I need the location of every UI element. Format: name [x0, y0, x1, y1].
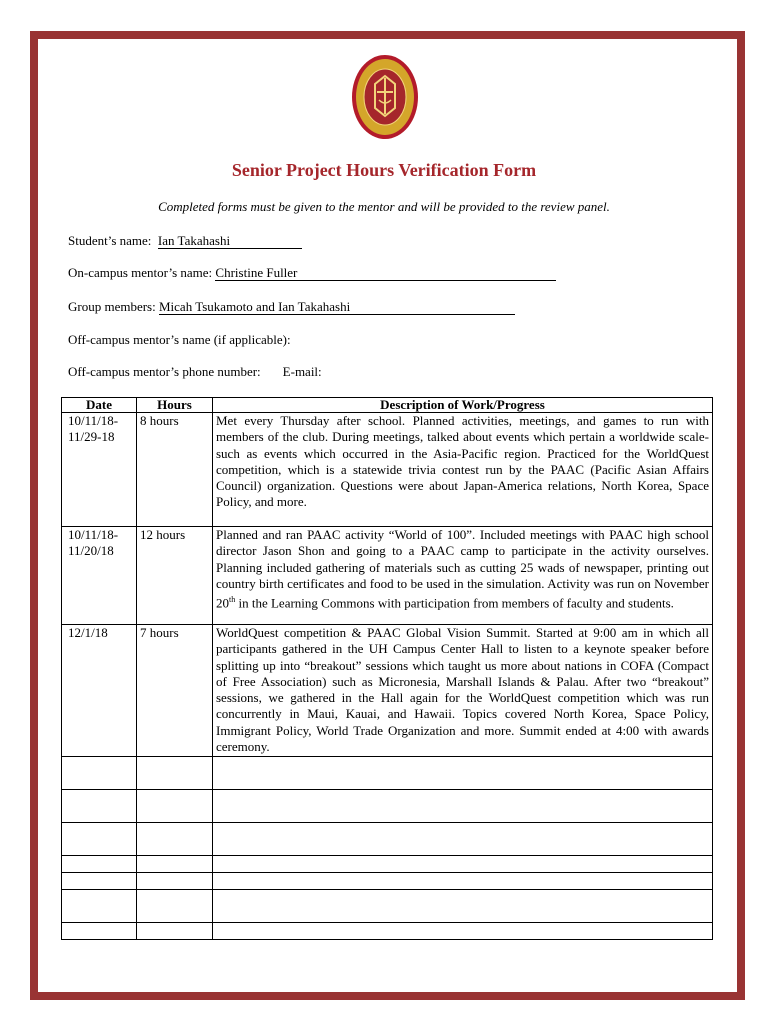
empty-description-cell[interactable] [213, 890, 713, 923]
form-title: Senior Project Hours Verification Form [231, 160, 537, 180]
empty-description-cell[interactable] [213, 790, 713, 823]
empty-table-row [62, 790, 713, 823]
hours-cell[interactable]: 7 hours [137, 625, 213, 757]
empty-date-cell[interactable] [62, 856, 137, 873]
student-name-label: Student’s name: [68, 233, 152, 248]
empty-hours-cell[interactable] [137, 873, 213, 890]
hours-column-header: Hours [137, 398, 213, 413]
empty-description-cell[interactable] [213, 757, 713, 790]
empty-table-row [62, 923, 713, 940]
student-name-field [68, 233, 302, 249]
offcampus-mentor-name-field[interactable] [68, 332, 291, 348]
ordinal-suffix: th [229, 595, 236, 605]
table-row [62, 413, 713, 527]
description-cell[interactable]: Met every Thursday after school. Planned activities, meetings, and games to run with members of the club. During meetings, talked about events which pertain a worldwide scale- such as events which occurred in the Asia-Pacific region. Practiced for the WorldQuest competition, which is a statewide trivia contest run by the PAAC (Pacific Asian Affairs Council) organization. Questions were about Japan-America relations, North Korea, Space Policy, and more. [213, 413, 713, 527]
offcampus-contact-field [68, 364, 322, 380]
hours-cell[interactable]: 8 hours [137, 413, 213, 527]
table-header-row [62, 398, 713, 413]
empty-table-row [62, 856, 713, 873]
empty-hours-cell[interactable] [137, 923, 213, 940]
date-column-header: Date [62, 398, 137, 413]
empty-description-cell[interactable] [213, 823, 713, 856]
description-column-header: Description of Work/Progress [213, 398, 713, 413]
hours-log-table [61, 397, 713, 940]
description-text: Planned and ran PAAC activity “World of 100”. Included meetings with PAAC high school director Jason Shon and going to a PAAC camp to participate in the activity ourselves. Planning included gathering of materials such as cutting 25 wads of newspaper, printing out country birth certificates and food to be used in the simulation. Activity was run on November 20 [216, 527, 709, 611]
empty-date-cell[interactable] [62, 757, 137, 790]
table-row [62, 527, 713, 625]
student-name-value[interactable]: Ian Takahashi [158, 234, 302, 249]
empty-description-cell[interactable] [213, 873, 713, 890]
empty-hours-cell[interactable] [137, 757, 213, 790]
group-members-value[interactable]: Micah Tsukamoto and Ian Takahashi [159, 300, 515, 315]
hours-cell[interactable]: 12 hours [137, 527, 213, 625]
form-subtitle: Completed forms must be given to the mentor and will be provided to the review panel. [158, 199, 610, 214]
empty-date-cell[interactable] [62, 790, 137, 823]
email-label[interactable]: E-mail: [282, 364, 322, 379]
empty-date-cell[interactable] [62, 873, 137, 890]
empty-hours-cell[interactable] [137, 790, 213, 823]
offcampus-phone-label[interactable]: Off-campus mentor’s phone number: [68, 364, 261, 379]
empty-table-row [62, 823, 713, 856]
empty-description-cell[interactable] [213, 923, 713, 940]
empty-date-cell[interactable] [62, 823, 137, 856]
empty-hours-cell[interactable] [137, 856, 213, 873]
mentor-name-value[interactable]: Christine Fuller [215, 266, 556, 281]
empty-date-cell[interactable] [62, 923, 137, 940]
empty-hours-cell[interactable] [137, 890, 213, 923]
date-cell[interactable]: 10/11/18-11/20/18 [62, 527, 137, 625]
empty-table-row [62, 873, 713, 890]
school-seal-logo [351, 54, 419, 140]
group-members-field [68, 299, 515, 315]
description-cell[interactable] [213, 527, 713, 625]
description-text-cont: in the Learning Commons with participation from members of faculty and students. [235, 595, 674, 611]
group-members-label: Group members: [68, 299, 156, 314]
empty-description-cell[interactable] [213, 856, 713, 873]
table-row [62, 625, 713, 757]
empty-table-row [62, 890, 713, 923]
empty-hours-cell[interactable] [137, 823, 213, 856]
empty-date-cell[interactable] [62, 890, 137, 923]
empty-table-row [62, 757, 713, 790]
mentor-name-field [68, 265, 556, 281]
mentor-name-label: On-campus mentor’s name: [68, 265, 213, 280]
date-cell[interactable]: 10/11/18-11/29-18 [62, 413, 137, 527]
description-cell[interactable]: WorldQuest competition & PAAC Global Vision Summit. Started at 9:00 am in which all participants gathered in the UH Campus Center Hall to listen to a keynote speaker before splitting up into “breakout” sessions which taught us more about nations in COFA (Compact of Free Association) such as Micronesia, Marshall Islands & Palau. After two “breakout” sessions, we gathered in the Hall again for the WorldQuest competition which was run concurrently in Maui, Kauai, and Hawaii. Topics covered North Korea, Space Policy, Immigrant Policy, World Trade Organization and more. Summit ended at 4:00 with awards ceremony. [213, 625, 713, 757]
offcampus-mentor-name-label: Off-campus mentor’s name (if applicable): [68, 332, 291, 347]
date-cell[interactable]: 12/1/18 [62, 625, 137, 757]
